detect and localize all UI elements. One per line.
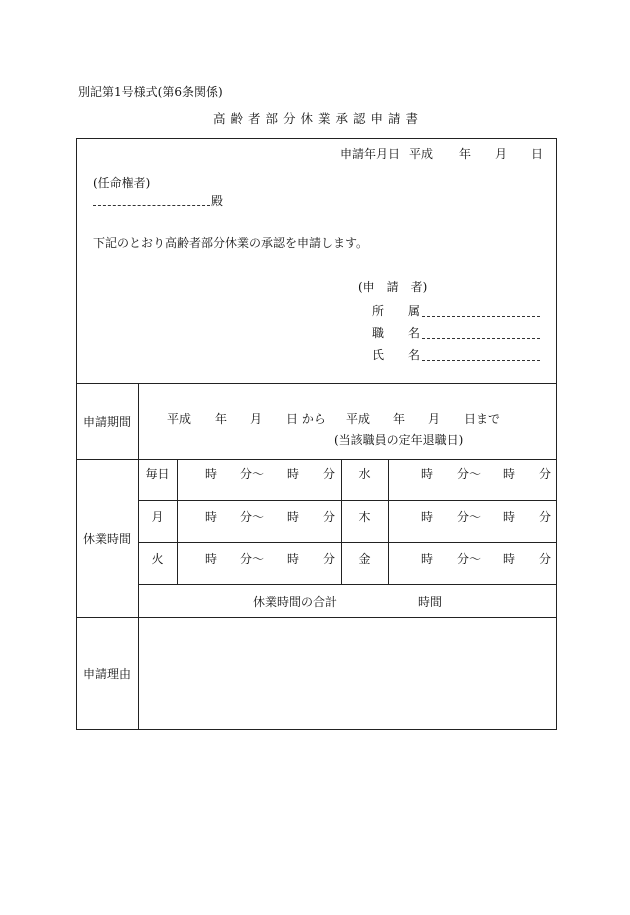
period-month-from: 月 xyxy=(250,412,263,426)
hours-row2-right-minute-to: 分 xyxy=(539,510,552,524)
hours-label: 休業時間 xyxy=(83,532,132,546)
hours-row1-left-day: 毎日 xyxy=(145,467,170,481)
affiliation-line[interactable] xyxy=(422,316,540,317)
period-day-until: 日まで xyxy=(464,412,501,426)
hours-row2-right-hour-to: 時 xyxy=(503,510,516,524)
period-label: 申請期間 xyxy=(83,415,132,429)
hours-row2-left-minute-to: 分 xyxy=(323,510,336,524)
applicant-label: (申 請 者) xyxy=(358,280,428,294)
divider-hours-row3 xyxy=(138,584,557,585)
reason-field[interactable] xyxy=(140,619,555,728)
period-month-until: 月 xyxy=(428,412,441,426)
period-year-until: 年 xyxy=(393,412,406,426)
hours-row3-left-minute-to: 分 xyxy=(323,552,336,566)
application-date-year: 年 xyxy=(459,147,472,161)
hours-row1-right-hour-from: 時 xyxy=(421,467,434,481)
hours-row3-left-hour-from: 時 xyxy=(205,552,218,566)
addressee-label: (任命権者) xyxy=(93,176,151,190)
hours-row3-left-day: 火 xyxy=(151,552,164,566)
form-title: 高齢者部分休業承認申請書 xyxy=(213,111,424,126)
hours-row2-right-hour-from: 時 xyxy=(421,510,434,524)
hours-row3-right-hour-from: 時 xyxy=(421,552,434,566)
hours-row3-right-hour-to: 時 xyxy=(503,552,516,566)
addressee-line[interactable] xyxy=(93,205,210,206)
divider-hours xyxy=(76,617,557,618)
application-date-era: 平成 xyxy=(409,147,434,161)
application-date-month: 月 xyxy=(495,147,508,161)
hours-row1-left-hour-to: 時 xyxy=(287,467,300,481)
hours-row3-right-minute-from: 分〜 xyxy=(457,552,482,566)
hours-row3-left-hour-to: 時 xyxy=(287,552,300,566)
divider-period xyxy=(76,459,557,460)
period-era-from: 平成 xyxy=(167,412,192,426)
period-note: (当該職員の定年退職日) xyxy=(334,433,464,447)
hours-row1-right-minute-to: 分 xyxy=(539,467,552,481)
hours-row1-right-day: 水 xyxy=(358,467,371,481)
divider-header xyxy=(76,383,557,384)
position-line[interactable] xyxy=(422,338,540,339)
position-label: 職 名 xyxy=(372,326,421,340)
hours-row1-right-minute-from: 分〜 xyxy=(457,467,482,481)
period-era-until: 平成 xyxy=(346,412,371,426)
period-year-from: 年 xyxy=(215,412,228,426)
hours-row3-right-minute-to: 分 xyxy=(539,552,552,566)
form-number: 別記第1号様式(第6条関係) xyxy=(78,85,223,99)
addressee-honorific: 殿 xyxy=(211,194,224,208)
hours-row1-left-hour-from: 時 xyxy=(205,467,218,481)
divider-hours-row1 xyxy=(138,500,557,501)
hours-row2-right-day: 木 xyxy=(358,510,371,524)
hours-row1-left-minute-to: 分 xyxy=(323,467,336,481)
hours-row3-right-day: 金 xyxy=(358,552,371,566)
hours-row2-left-hour-from: 時 xyxy=(205,510,218,524)
period-day-from: 日 から xyxy=(286,412,326,426)
hours-row2-left-minute-from: 分〜 xyxy=(240,510,265,524)
hours-row1-right-hour-to: 時 xyxy=(503,467,516,481)
application-date-day: 日 xyxy=(531,147,544,161)
day-column-line-right xyxy=(388,459,389,584)
hours-row3-left-minute-from: 分〜 xyxy=(240,552,265,566)
application-date-label: 申請年月日 xyxy=(340,147,401,161)
hours-total-unit: 時間 xyxy=(418,595,443,609)
request-sentence: 下記のとおり高齢者部分休業の承認を申請します。 xyxy=(93,236,369,250)
divider-hours-row2 xyxy=(138,542,557,543)
hours-row2-left-hour-to: 時 xyxy=(287,510,300,524)
hours-row2-left-day: 月 xyxy=(151,510,164,524)
affiliation-label: 所 属 xyxy=(372,304,421,318)
hours-total-label: 休業時間の合計 xyxy=(253,595,338,609)
day-column-line-left xyxy=(177,459,178,584)
reason-label: 申請理由 xyxy=(83,667,132,681)
hours-row2-right-minute-from: 分〜 xyxy=(457,510,482,524)
name-line[interactable] xyxy=(422,360,540,361)
name-label: 氏 名 xyxy=(372,348,421,362)
hours-row1-left-minute-from: 分〜 xyxy=(240,467,265,481)
